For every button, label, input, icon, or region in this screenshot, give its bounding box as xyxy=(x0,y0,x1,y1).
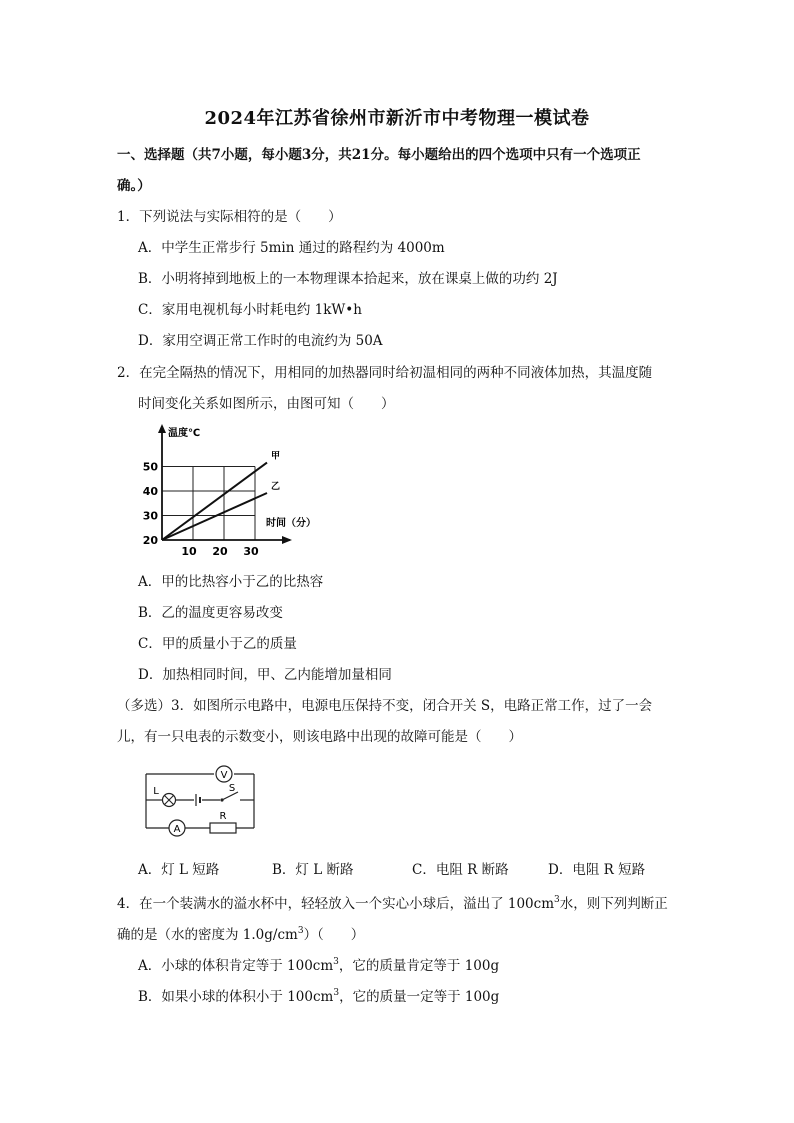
voltmeter-label: V xyxy=(220,770,228,781)
q4-stem-text: 4．在一个装满水的溢水杯中，轻轻放入一个实心小球后，溢出了 100cm xyxy=(117,896,555,912)
q4-option-a-text: A．小球的体积肯定等于 100cm xyxy=(138,958,334,974)
switch-label: S xyxy=(228,783,236,794)
q1-option-b: B．小明将掉到地板上的一本物理课本拾起来，放在课桌上做的功约 2J xyxy=(138,271,558,287)
x-tick-label: 20 xyxy=(212,545,228,558)
x-axis-title: 时间（分） xyxy=(266,518,316,529)
resistor-icon xyxy=(210,823,236,833)
q2-stem: 2．在完全隔热的情况下，用相同的加热器同时给初温相同的两种不同液体加热，其温度随 xyxy=(117,365,653,381)
circuit-diagram xyxy=(138,762,262,842)
y-tick-label: 30 xyxy=(142,509,158,523)
q1-option-d: D．家用空调正常工作时的电流约为 50A xyxy=(138,333,383,349)
q3-option-a: A．灯 L 短路 xyxy=(138,862,220,878)
q1-stem: 1．下列说法与实际相符的是（ ） xyxy=(117,209,342,225)
y-tick-label: 40 xyxy=(142,485,158,498)
q4-stem-text-end: 水，则下列判断正 xyxy=(559,896,668,912)
q2-option-d: D．加热相同时间，甲、乙内能增加量相同 xyxy=(138,667,392,683)
q4-stem-cont xyxy=(117,926,364,944)
resistor-label: R xyxy=(219,811,227,822)
q2-option-a: A．甲的比热容小于乙的比热容 xyxy=(138,574,324,590)
q4-option-a xyxy=(138,957,499,975)
x-tick-label: 10 xyxy=(181,545,197,558)
x-tick-label: 30 xyxy=(243,545,259,558)
q4-option-b xyxy=(138,988,499,1006)
y-axis-arrow xyxy=(158,424,166,433)
ammeter-label: A xyxy=(173,824,181,835)
series-line-jia xyxy=(162,463,267,540)
y-tick-label: 20 xyxy=(142,534,158,547)
series-label: 乙 xyxy=(271,481,281,492)
q4-stem-cont-text: 确的是（水的密度为 1.0g/cm xyxy=(117,927,298,943)
superscript: 3 xyxy=(333,988,340,998)
q3-stem: （多选）3．如图所示电路中，电源电压保持不变，闭合开关 S，电路正常工作，过了一会 xyxy=(117,698,653,714)
q4-option-b-end: ，它的质量一定等于 100g xyxy=(339,989,500,1005)
q4-option-a-end: ，它的质量肯定等于 100g xyxy=(338,958,500,974)
q4-stem-cont-end: ）（ ） xyxy=(303,927,365,943)
q3-option-b: B．灯 L 断路 xyxy=(272,862,354,878)
series-label: 甲 xyxy=(271,451,281,462)
q2-option-b: B．乙的温度更容易改变 xyxy=(138,605,283,621)
lamp-label: L xyxy=(153,786,159,797)
superscript: 3 xyxy=(333,957,339,967)
q3-option-c: C．电阻 R 断路 xyxy=(412,862,509,878)
temperature-time-chart xyxy=(130,420,330,560)
page-title: 2024年江苏省徐州市新沂市中考物理一模试卷 xyxy=(204,108,590,129)
section-heading-cont: 确。） xyxy=(117,178,151,194)
q2-stem-cont: 时间变化关系如图所示，由图可知（ ） xyxy=(138,396,395,412)
q4-option-b-text: B．如果小球的体积小于 100cm xyxy=(138,989,334,1005)
y-axis-title: 温度℃ xyxy=(168,428,201,439)
q3-stem-cont: 儿，有一只电表的示数变小，则该电路中出现的故障可能是（ ） xyxy=(117,729,522,745)
q1-option-a: A．中学生正常步行 5min 通过的路程约为 4000m xyxy=(138,240,445,256)
q3-option-d: D．电阻 R 短路 xyxy=(548,862,646,878)
q2-option-c: C．甲的质量小于乙的质量 xyxy=(138,636,297,652)
superscript: 3 xyxy=(554,895,560,905)
q1-option-c: C．家用电视机每小时耗电约 1kW•h xyxy=(138,302,362,318)
q4-stem xyxy=(117,895,668,913)
x-axis-arrow xyxy=(282,536,292,544)
y-tick-label: 50 xyxy=(142,460,158,474)
section-heading: 一、选择题（共7小题，每小题3分，共21分。每小题给出的四个选项中只有一个选项正 xyxy=(117,147,641,163)
series-line-yi xyxy=(162,493,267,540)
superscript: 3 xyxy=(297,926,304,936)
